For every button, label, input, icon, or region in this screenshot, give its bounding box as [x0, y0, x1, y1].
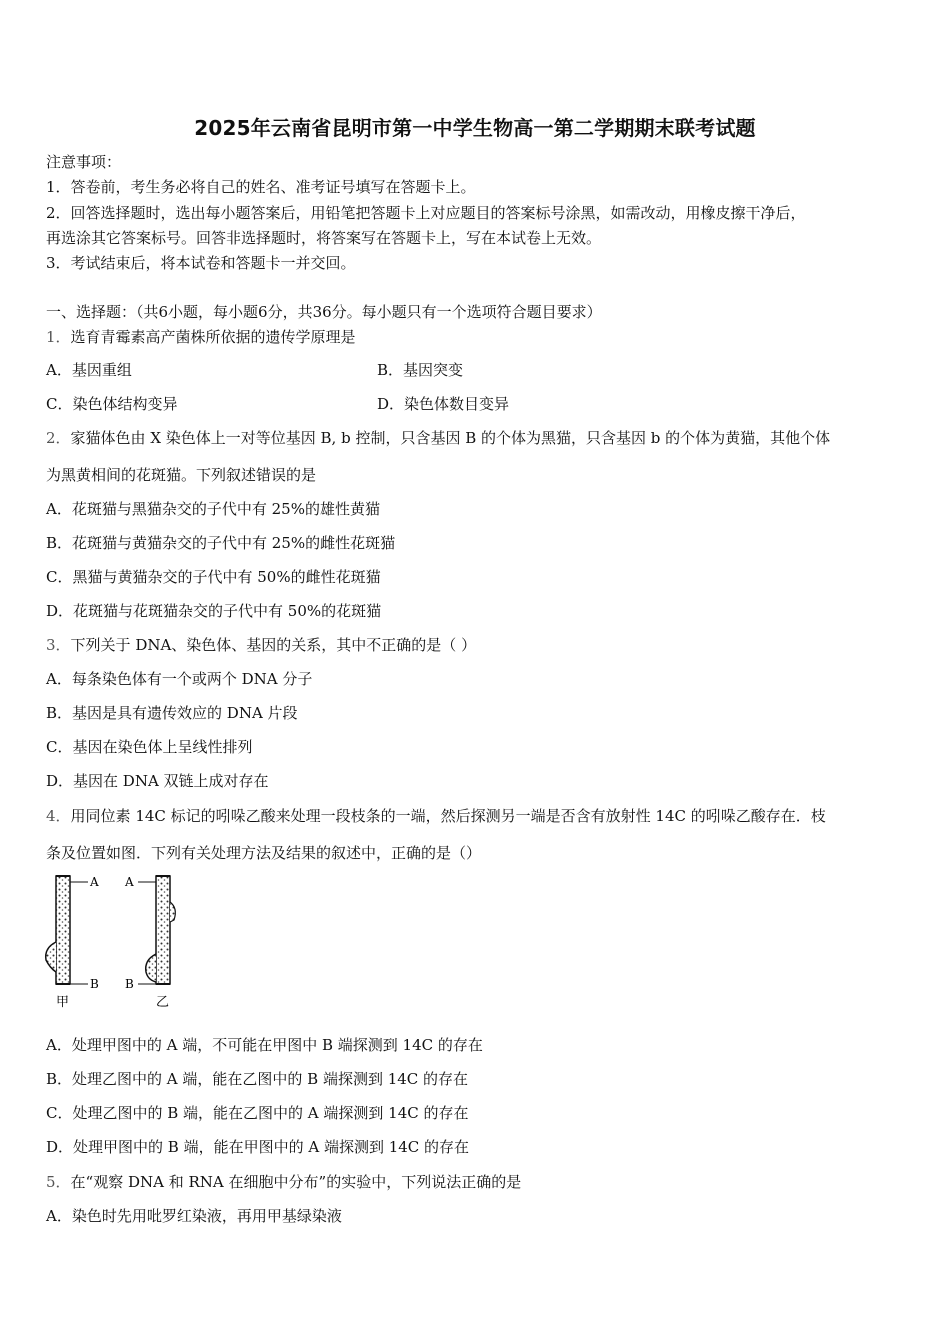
notice-heading: 注意事项： — [46, 153, 122, 171]
question-4-option-b: B．处理乙图中的 A 端，能在乙图中的 B 端探测到 14C 的存在 — [46, 1070, 469, 1088]
question-5-stem — [46, 1172, 521, 1192]
question-2-option-a: A．花斑猫与黑猫杂交的子代中有 25%的雄性黄猫 — [46, 500, 380, 518]
question-4-option-d: D．处理甲图中的 B 端，能在甲图中的 A 端探测到 14C 的存在 — [46, 1138, 470, 1156]
question-3-stem — [46, 635, 476, 655]
fig-label-a-yi: A — [125, 875, 134, 889]
section-heading: 一、选择题：（共6小题，每小题6分，共36分。每小题只有一个选项符合题目要求） — [46, 303, 602, 321]
question-5-option-a: A．染色时先用吡罗红染液，再用甲基绿染液 — [46, 1207, 342, 1225]
question-4-stem-line1 — [46, 806, 826, 826]
fig-label-b-yi: B — [125, 977, 134, 991]
stem-yi — [138, 876, 175, 984]
question-2-option-b: B．花斑猫与黄猫杂交的子代中有 25%的雌性花斑猫 — [46, 534, 396, 552]
question-4-option-a: A．处理甲图中的 A 端，不可能在甲图中 B 端探测到 14C 的存在 — [46, 1036, 483, 1054]
question-3-text: 下列关于 DNA、染色体、基因的关系，其中不正确的是（ ） — [70, 636, 477, 654]
question-1-option-c: C．染色体结构变异 — [46, 395, 178, 413]
question-1-option-a: A．基因重组 — [46, 361, 132, 379]
branch-figure — [40, 864, 190, 1014]
question-2-stem-line2: 为黑黄相间的花斑猫。下列叙述错误的是 — [46, 466, 317, 484]
question-3-option-c: C．基因在染色体上呈线性排列 — [46, 738, 253, 756]
question-3-option-d: D．基因在 DNA 双链上成对存在 — [46, 772, 269, 790]
fig-label-yi: 乙 — [156, 995, 170, 1010]
fig-label-b-jia: B — [90, 977, 99, 991]
question-1-option-b: B．基因突变 — [377, 361, 464, 379]
question-3-option-a: A．每条染色体有一个或两个 DNA 分子 — [46, 670, 313, 688]
question-5-text: 在“观察 DNA 和 RNA 在细胞中分布”的实验中，下列说法正确的是 — [70, 1173, 522, 1191]
question-3-option-b: B．基因是具有遗传效应的 DNA 片段 — [46, 704, 298, 722]
question-2-stem-line1 — [46, 428, 830, 448]
question-1-number: 1． — [46, 328, 71, 346]
notice-item-2b: 再选涂其它答案标号。回答非选择题时，将答案写在答题卡上，写在本试卷上无效。 — [46, 229, 602, 247]
stem-jia — [46, 876, 88, 984]
notice-item-1: 1．答卷前，考生务必将自己的姓名、准考证号填写在答题卡上。 — [46, 178, 476, 196]
question-1-option-d: D．染色体数目变异 — [377, 395, 510, 413]
question-2-number: 2． — [46, 429, 71, 447]
question-1-text: 选育青霉素高产菌株所依据的遗传学原理是 — [70, 328, 356, 346]
question-1-stem — [46, 327, 356, 347]
question-3-number: 3． — [46, 636, 71, 654]
question-4-text: 用同位素 14C 标记的吲哚乙酸来处理一段枝条的一端，然后探测另一端是否含有放射性 14C 的吲哚乙酸存在．枝 — [70, 807, 826, 825]
question-2-text: 家猫体色由 X 染色体上一对等位基因 B, b 控制，只含基因 B 的个体为黑猫，只含基因 b 的个体为黄猫，其他个体 — [70, 429, 831, 447]
question-2-option-c: C．黑猫与黄猫杂交的子代中有 50%的雌性花斑猫 — [46, 568, 381, 586]
question-5-number: 5． — [46, 1173, 71, 1191]
question-4-option-c: C．处理乙图中的 B 端，能在乙图中的 A 端探测到 14C 的存在 — [46, 1104, 469, 1122]
notice-item-2a: 2．回答选择题时，选出每小题答案后，用铅笔把答题卡上对应题目的答案标号涂黑，如需改动，用橡皮擦干净后， — [46, 204, 806, 222]
fig-label-a-jia: A — [90, 875, 99, 889]
question-4-number: 4． — [46, 807, 71, 825]
page-title: 2025年云南省昆明市第一中学生物高一第二学期期末联考试题 — [194, 116, 756, 140]
fig-label-jia: 甲 — [56, 995, 70, 1010]
notice-item-3: 3．考试结束后，将本试卷和答题卡一并交回。 — [46, 254, 356, 272]
question-4-stem-line2: 条及位置如图．下列有关处理方法及结果的叙述中，正确的是（） — [46, 844, 482, 862]
question-2-option-d: D．花斑猫与花斑猫杂交的子代中有 50%的花斑猫 — [46, 602, 382, 620]
